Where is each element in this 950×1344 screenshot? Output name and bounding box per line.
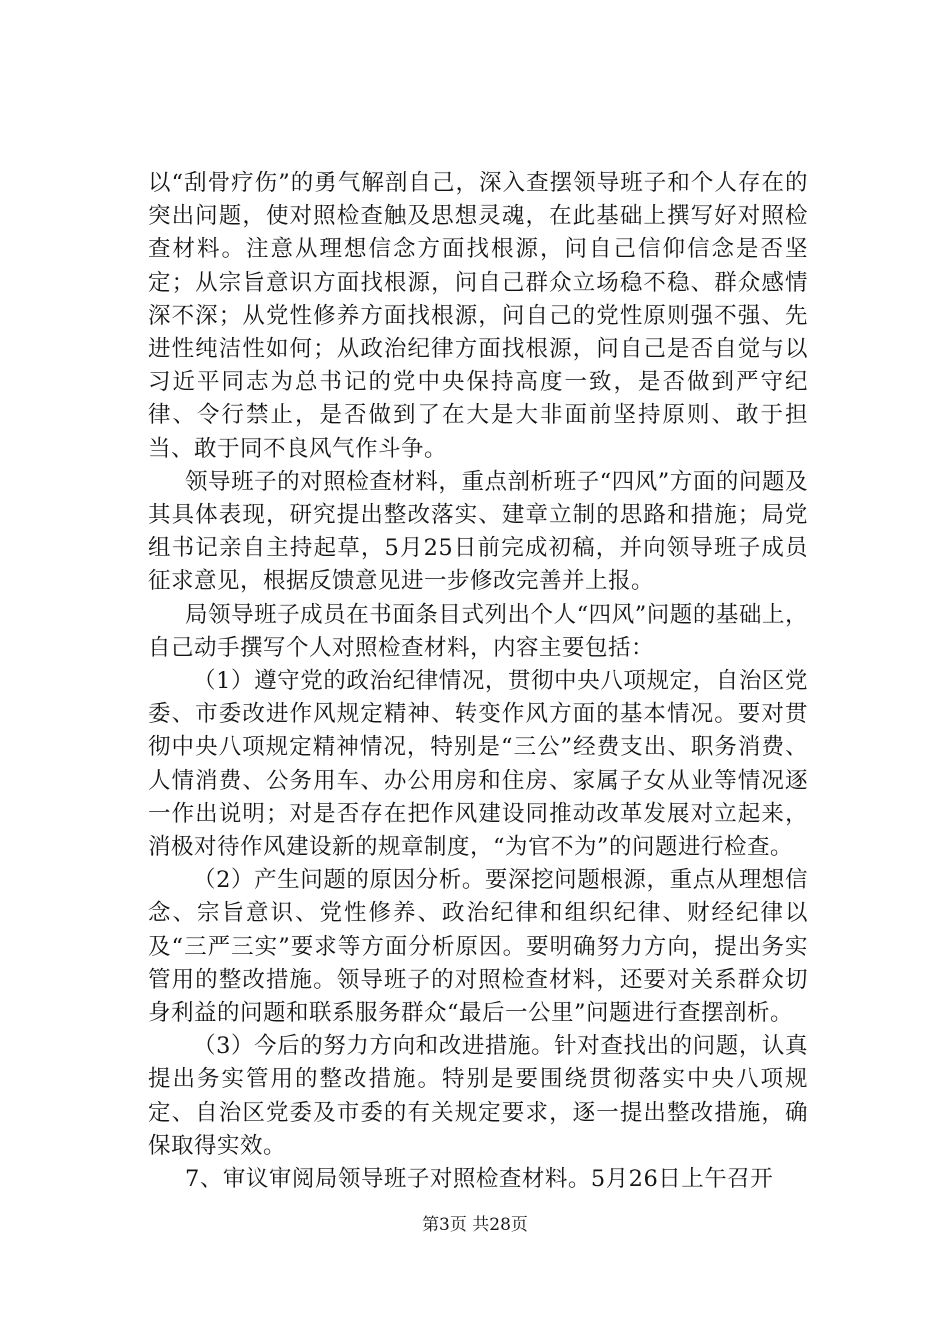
paragraph-section-7: 7、审议审阅局领导班子对照检查材料。5月26日上午召开 bbox=[185, 1166, 774, 1193]
paragraph-item-1: （1）遵守党的政治纪律情况，贯彻中央八项规定，自治区党委、市委改进作风规定精神、转变作风方面的基本情况。要对贯彻中央八项规定精神情况，特别是“三公”经费支出、职务消费、人情消费、公务用车、办公用房和住房、家属子女从业等情况逐一作出说明；对是否存在把作风建设同推动改革发展对立起来，消极对待作风建设新的规章制度，“为官不为”的问题进行检查。 bbox=[148, 668, 808, 861]
paragraph-3: 局领导班子成员在书面条目式列出个人“四风”问题的基础上，自己动手撰写个人对照检查材料，内容主要包括： bbox=[148, 601, 808, 661]
paragraph-1: 以“刮骨疗伤”的勇气解剖自己，深入查摆领导班子和个人存在的突出问题，使对照检查触及思想灵魂，在此基础上撰写好对照检查材料。注意从理想信念方面找根源，问自己信仰信念是否坚定；从宗旨意识方面找根源，问自己群众立场稳不稳、群众感情深不深；从党性修养方面找根源，问自己的党性原则强不强、先进性纯洁性如何；从政治纪律方面找根源，问自己是否自觉与以习近平同志为总书记的党中央保持高度一致，是否做到严守纪律、令行禁止，是否做到了在大是大非面前坚持原则、敢于担当、敢于同不良风气作斗争。 bbox=[148, 170, 808, 462]
page-footer: 第3页 共28页 bbox=[422, 1215, 528, 1235]
paragraph-2: 领导班子的对照检查材料，重点剖析班子“四风”方面的问题及其具体表现，研究提出整改落实、建章立制的思路和措施；局党组书记亲自主持起草，5月25日前完成初稿，并向领导班子成员征求意见，根据反馈意见进一步修改完善并上报。 bbox=[148, 468, 808, 595]
document-body bbox=[148, 167, 808, 1196]
paragraph-item-2: （2）产生问题的原因分析。要深挖问题根源，重点从理想信念、宗旨意识、党性修养、政治纪律和组织纪律、财经纪律以及“三严三实”要求等方面分析原因。要明确努力方向，提出务实管用的整改措施。领导班子的对照检查材料，还要对关系群众切身利益的问题和联系服务群众“最后一公里”问题进行查摆剖析。 bbox=[148, 867, 808, 1027]
paragraph-item-3: （3）今后的努力方向和改进措施。针对查找出的问题，认真提出务实管用的整改措施。特别是要围绕贯彻落实中央八项规定、自治区党委及市委的有关规定要求，逐一提出整改措施，确保取得实效。 bbox=[148, 1033, 808, 1159]
